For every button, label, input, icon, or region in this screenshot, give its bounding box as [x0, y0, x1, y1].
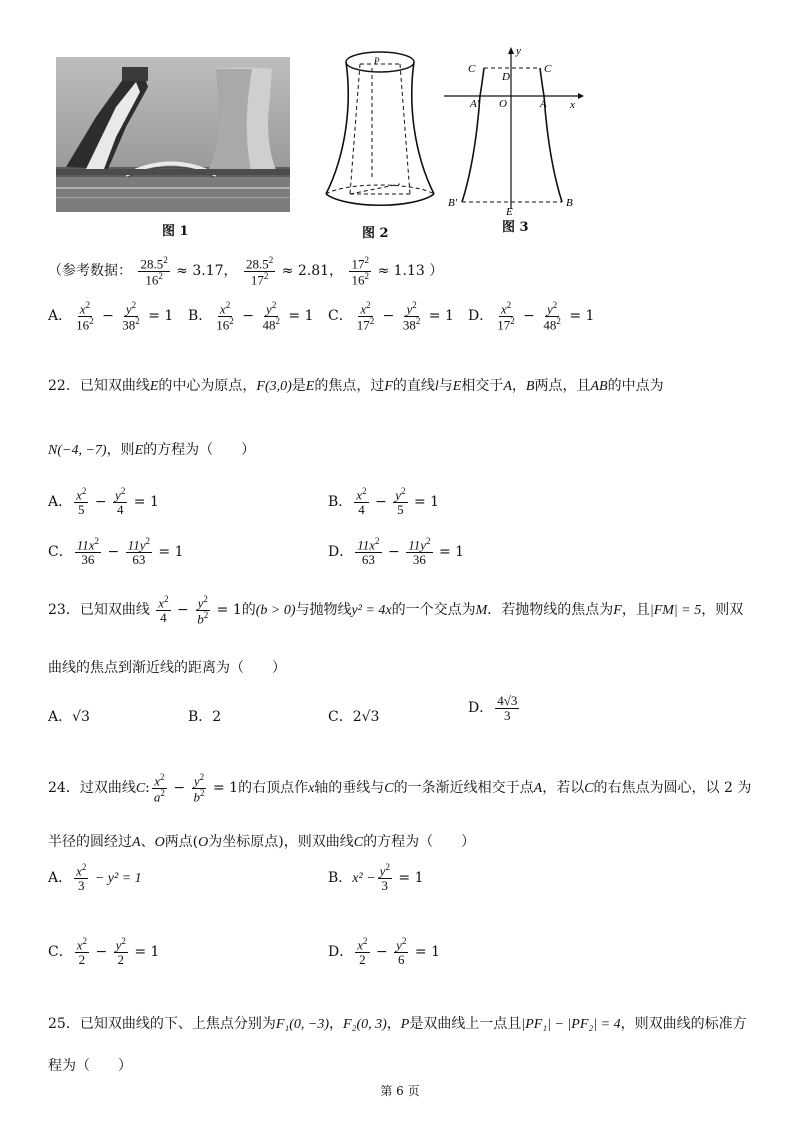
q22-stem-line-2: N(−4, −7)，则E的方程为（ ）: [48, 442, 256, 458]
q23-stem-line-1: 23．已知双曲线 $\frac{x^2}{4}$ − $\frac{y^2}{b^2}$ = 1的(b > 0)与抛物线y² = 4x的一个交点为M．若抛物线的焦点为F，且|FM| = 5，则双: [48, 593, 744, 626]
q21-option-b[interactable]: B． $\frac{x^2}{16^2}$ − $\frac{y^2}{48^2}$ = 1: [188, 299, 314, 332]
reference-fraction-3: $\frac{17^2}{16^2}$: [351, 254, 369, 287]
q21-option-d[interactable]: D． $\frac{x^2}{17^2}$ − $\frac{y^2}{48^2}$ = 1: [468, 299, 595, 332]
figure-3-label-b-left: B': [448, 197, 458, 209]
figure-2-diagram: [316, 44, 444, 214]
figure-3-caption: 图 3: [502, 220, 529, 235]
q24-stem-line-1: 24．过双曲线C: $\frac{x^2}{a^2}$ − $\frac{y^2}{b^2}$ = 1的右顶点作x轴的垂线与C的一条渐近线相交于点A，若以C的右焦点为圆心，以 2 为: [48, 771, 752, 804]
figure-3-label-d: D: [502, 71, 510, 83]
figure-3-label-o: O: [499, 98, 507, 110]
q23-option-b[interactable]: B．2: [188, 709, 222, 725]
q22-option-c[interactable]: C． $\frac{11x^2}{36}$ − $\frac{11y^2}{63}$ = 1: [48, 536, 184, 568]
q24-option-a[interactable]: A． $\frac{x^2}{3}$ − y² = 1: [48, 862, 142, 894]
q25-stem-line-1: 25．已知双曲线的下、上焦点分别为F₁(0, −3)，F₂(0, 3)，P是双曲线上一点且|PF₁| − |PF₂| = 4，则双曲线的标准方: [48, 1016, 747, 1032]
reference-fraction-2: $\frac{28.5^2}{17^2}$: [245, 254, 274, 287]
figure-3-label-a-left: A': [470, 98, 480, 110]
q24-option-d[interactable]: D． $\frac{x^2}{2}$ − $\frac{y^2}{6}$ = 1: [328, 936, 440, 968]
figure-2-caption: 图 2: [362, 226, 389, 241]
q23-option-c[interactable]: C．2√3: [328, 709, 380, 725]
q22-option-b[interactable]: B． $\frac{x^2}{4}$ − $\frac{y^2}{5}$ = 1: [328, 486, 440, 518]
reference-approx-1: ≈ 3.17: [176, 263, 224, 279]
q24-stem-line-2: 半径的圆经过A、O两点(O为坐标原点)，则双曲线C的方程为（ ）: [48, 834, 476, 850]
q22-stem-line-1: 22．已知双曲线E的中心为原点，F(3,0)是E的焦点，过F的直线l与E相交于A，B两点，且AB的中点为: [48, 378, 664, 394]
q23-option-a[interactable]: A．√3: [48, 709, 90, 725]
q25-stem-line-2: 程为（ ）: [48, 1058, 132, 1074]
reference-fraction-1: $\frac{28.5^2}{16^2}$: [140, 254, 168, 287]
q21-option-c[interactable]: C． $\frac{x^2}{17^2}$ − $\frac{y^2}{38^2}$ = 1: [328, 299, 454, 332]
figure-3-diagram: [444, 44, 584, 216]
figure-1-photo: [56, 57, 290, 212]
reference-suffix: ）: [429, 263, 444, 279]
figure-1-illustration: [56, 57, 290, 212]
figure-3-label-b-right: B: [566, 197, 573, 209]
reference-approx-3: ≈ 1.13: [377, 263, 425, 279]
figure-3-label-c-left: C: [468, 63, 476, 75]
figure-1-caption: 图 1: [162, 224, 189, 239]
figure-3-label-c-right: C: [544, 63, 552, 75]
reference-data: （参考数据： $\frac{28.5^2}{16^2}$ ≈ 3.17， $\frac{28.5^2}{17^2}$ ≈ 2.81， $\frac{17^2}{16^2}$ ≈ 1.13 ）: [48, 254, 444, 287]
figure-3-label-e: E: [506, 206, 513, 216]
figure-3-label-y: y: [516, 45, 521, 57]
q23-option-d[interactable]: D． $\frac{4√3}{3}$: [468, 692, 518, 723]
q24-option-b[interactable]: B．x² − $\frac{y^2}{3}$ = 1: [328, 862, 424, 894]
reference-prefix: （参考数据：: [48, 263, 132, 279]
figure-3-label-x: x: [570, 99, 575, 111]
reference-approx-2: ≈ 2.81: [281, 263, 330, 279]
q21-option-a[interactable]: A． $\frac{x^2}{16^2}$ − $\frac{y^2}{38^2}$ = 1: [48, 299, 174, 332]
q24-option-c[interactable]: C． $\frac{x^2}{2}$ − $\frac{y^2}{2}$ = 1: [48, 936, 160, 968]
q23-stem-line-2: 曲线的焦点到渐近线的距离为（ ）: [48, 660, 286, 676]
page-number: 第 6 页: [380, 1084, 420, 1098]
q22-option-a[interactable]: A． $\frac{x^2}{5}$ − $\frac{y^2}{4}$ = 1: [48, 486, 159, 518]
figure-3-label-a-right: A: [540, 98, 547, 110]
figure-2-label-top: P: [374, 56, 380, 66]
q22-option-d[interactable]: D． $\frac{11x^2}{63}$ − $\frac{11y^2}{36}$ = 1: [328, 536, 465, 568]
